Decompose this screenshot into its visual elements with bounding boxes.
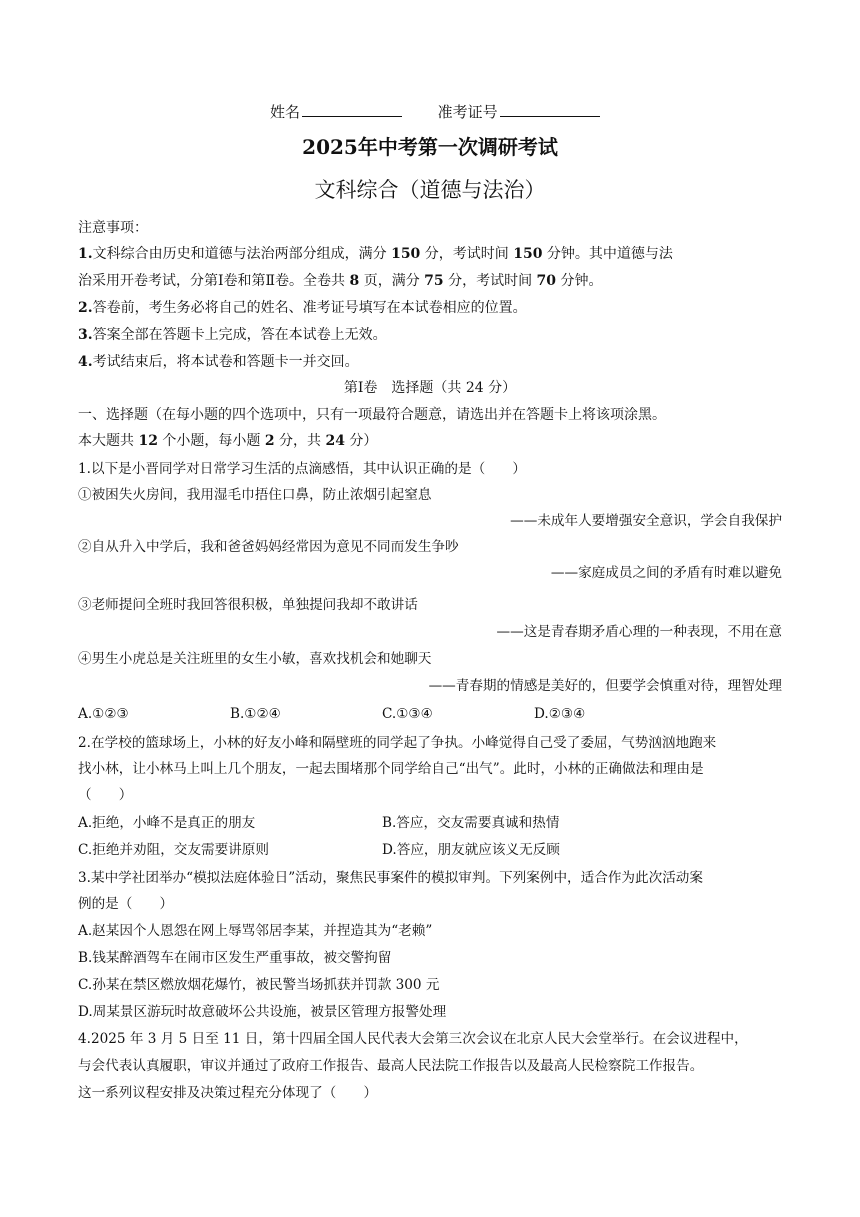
q2-option-d[interactable]: D.答应，朋友就应该义无反顾 [382,842,560,858]
q3-option-d[interactable]: D.周某景区游玩时故意破坏公共设施，被景区管理方报警处理 [78,1004,447,1020]
q4-stem-line-2: 与会代表认真履职，审议并通过了政府工作报告、最高人民法院工作报告以及最高人民检察院工作报告。 [78,1058,704,1074]
notice-text: 页，满分 [359,273,425,289]
q2-stem-line-3: （ ） [78,787,133,803]
q2-option-a[interactable]: A.拒绝，小峰不是真正的朋友 [78,815,256,831]
q1-remark-1: ——未成年人要增强安全意识，学会自我保护 [510,513,782,529]
q3-stem-line-2: 例的是（ ） [78,896,174,912]
q1-option-c[interactable]: C.①③④ [382,706,433,722]
name-label: 姓名 [270,103,301,121]
q2-option-c[interactable]: C.拒绝并劝阻，交友需要讲原则 [78,842,269,858]
notice-heading: 注意事项： [78,220,148,236]
notice-item-1-line-1 [78,244,673,264]
notice-number: 4. [78,354,93,370]
notice-number: 3. [78,327,93,343]
notice-text: 答卷前，考生务必将自己的姓名、准考证号填写在本试卷相应的位置。 [92,300,527,316]
q1-stem: 1.以下是小晋同学对日常学习生活的点滴感悟，其中认识正确的是（ ） [78,461,526,477]
q2-option-b[interactable]: B.答应，交友需要真诚和热情 [382,815,560,831]
q1-item-3: ③老师提问全班时我回答很积极，单独提问我却不敢讲话 [78,597,418,613]
section-intro-line-2 [78,431,377,451]
notice-item-2 [78,298,527,318]
q3-option-a[interactable]: A.赵某因个人恩怨在网上辱骂邻居李某，并捏造其为“老赖” [78,923,433,939]
notice-text: 分，考试时间 [420,246,514,262]
intro-text: 分，共 [274,433,326,449]
q1-option-d[interactable]: D.②③④ [534,706,586,722]
title-text: 年中考第一次调研考试 [357,135,558,159]
q1-item-1: ①被困失火房间，我用湿毛巾捂住口鼻，防止浓烟引起窒息 [78,487,432,503]
q1-remark-2: ——家庭成员之间的矛盾有时难以避免 [550,565,782,581]
q1-item-4: ④男生小虎总是关注班里的女生小敏，喜欢找机会和她聊天 [78,651,432,667]
notice-bold: 75 [424,273,444,289]
notice-number: 1. [78,246,93,262]
notice-text: 分，考试时间 [443,273,537,289]
notice-bold: 70 [536,273,557,289]
intro-text: 分） [344,433,378,449]
candidate-info-row [270,100,600,122]
section-intro-line-1: 一、选择题（在每小题的四个选项中，只有一项最符合题意，请选出并在答题卡上将该项涂黑。 [78,407,666,423]
q4-stem-line-1: 4.2025 年 3 月 5 日至 11 日，第十四届全国人民代表大会第三次会议在北京人民大会堂举行。在会议进程中， [78,1031,748,1047]
notice-bold: 150 [391,246,421,262]
notice-bold: 150 [513,246,543,262]
q1-remark-3: ——这是青春期矛盾心理的一种表现，不用在意 [496,624,782,640]
section-heading: 第Ⅰ卷 选择题（共 24 分） [343,380,517,396]
notice-text: 考试结束后，将本试卷和答题卡一并交回。 [92,354,359,370]
q2-stem-line-2: 找小林，让小林马上叫上几个朋友，一起去围堵那个同学给自己“出气”。此时，小林的正确做法和理由是 [78,761,704,777]
q2-stem-line-1: 2.在学校的篮球场上，小林的好友小峰和隔壁班的同学起了争执。小峰觉得自己受了委屈，气势汹汹地跑来 [78,735,717,751]
intro-bold: 24 [325,433,345,449]
q1-remark-4: ——青春期的情感是美好的，但要学会慎重对待，理智处理 [428,678,782,694]
q4-stem-line-3: 这一系列议程安排及决策过程充分体现了（ ） [78,1085,378,1101]
q1-option-a[interactable]: A.①②③ [78,706,129,722]
intro-text: 本大题共 [78,433,139,449]
title-year: 2025 [302,135,358,159]
intro-text: 个小题，每小题 [157,433,265,449]
ticket-blank[interactable] [500,100,600,117]
notice-text: 文科综合由历史和道德与法治两部分组成，满分 [92,246,392,262]
notice-text: 治采用开卷考试，分第Ⅰ卷和第Ⅱ卷。全卷共 [78,273,350,289]
notice-text: 答案全部在答题卡上完成，答在本试卷上无效。 [92,327,387,343]
exam-title [0,134,860,160]
q3-stem-line-1: 3.某中学社团举办“模拟法庭体验日”活动，聚焦民事案件的模拟审判。下列案例中，适合作为此次活动案 [78,870,703,886]
name-blank[interactable] [302,100,402,117]
q3-option-c[interactable]: C.孙某在禁区燃放烟花爆竹，被民警当场抓获并罚款 300 元 [78,977,440,993]
intro-bold: 2 [264,433,275,449]
ticket-label: 准考证号 [437,103,498,121]
q1-item-2: ②自从升入中学后，我和爸爸妈妈经常因为意见不同而发生争吵 [78,539,459,555]
notice-item-3 [78,325,387,345]
notice-item-1-line-2 [78,271,602,291]
notice-number: 2. [78,300,93,316]
q3-option-b[interactable]: B.钱某醉酒驾车在闹市区发生严重事故，被交警拘留 [78,950,392,966]
intro-bold: 12 [138,433,158,449]
notice-text: 分钟。其中道德与法 [542,246,673,262]
q1-option-b[interactable]: B.①②④ [230,706,281,722]
notice-text: 分钟。 [556,273,603,289]
notice-bold: 8 [349,273,360,289]
exam-subtitle: 文科综合（道德与法治） [314,178,546,202]
notice-item-4 [78,352,359,372]
